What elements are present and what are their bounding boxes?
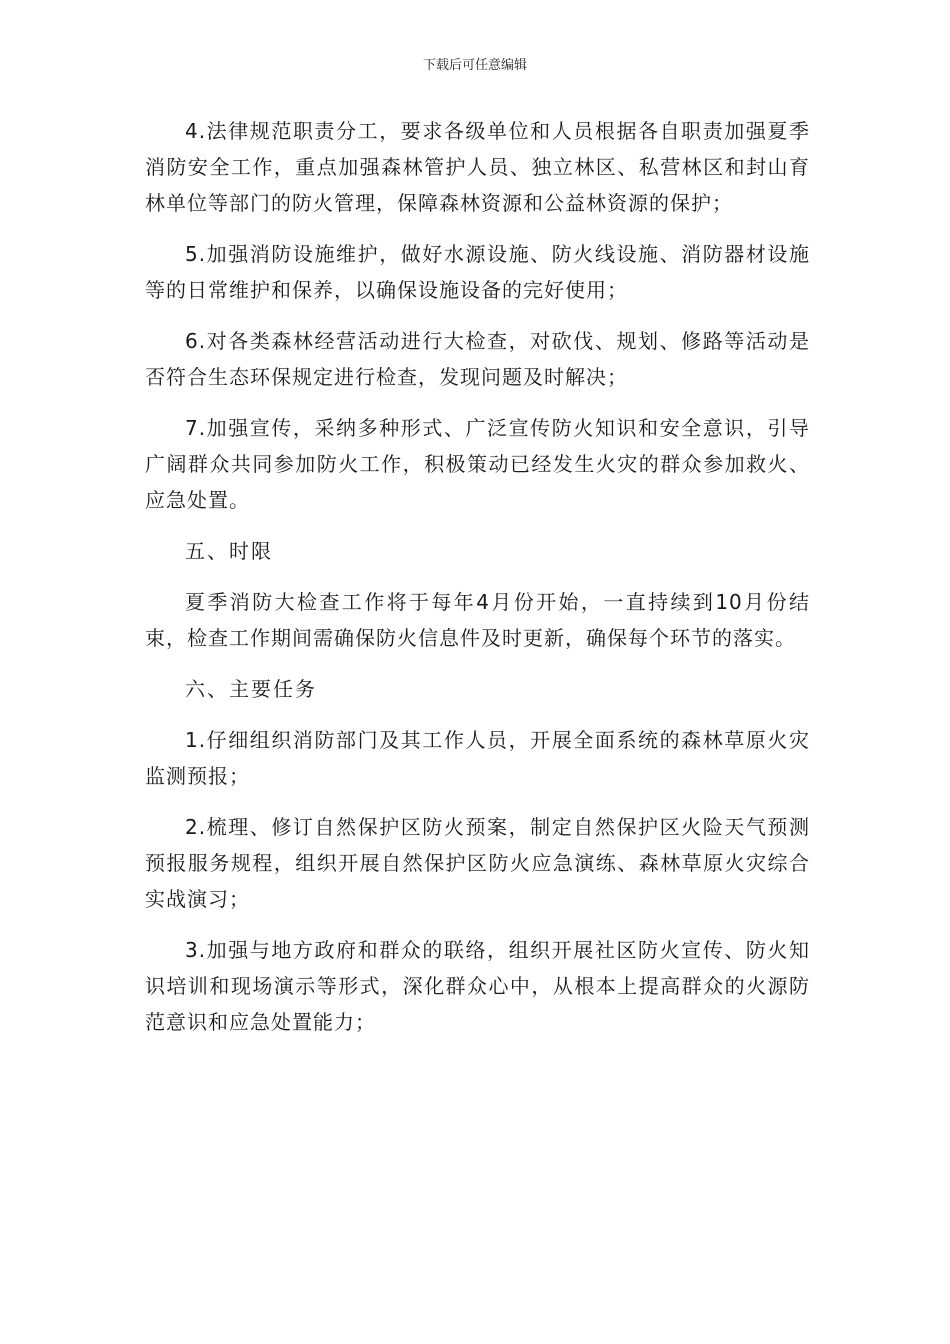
paragraph-item-4: 4.法律规范职责分工，要求各级单位和人员根据各自职责加强夏季消防安全工作，重点加强森林管护人员、独立林区、私营林区和封山育林单位等部门的防火管理，保障森林资源和公益林资源的保护； <box>145 119 810 215</box>
document-body <box>145 113 810 1055</box>
paragraph-item-6: 6.对各类森林经营活动进行大检查，对砍伐、规划、修路等活动是否符合生态环保规定进行检查，发现问题及时解决； <box>145 329 810 389</box>
task-item-1: 1.仔细组织消防部门及其工作人员，开展全面系统的森林草原火灾监测预报； <box>145 728 810 788</box>
task-item-3: 3.加强与地方政府和群众的联络，组织开展社区防火宣传、防火知识培训和现场演示等形式，深化群众心中，从根本上提高群众的火源防范意识和应急处置能力； <box>145 938 810 1034</box>
section-heading-time-limit: 五、时限 <box>185 539 273 563</box>
task-item-2: 2.梳理、修订自然保护区防火预案，制定自然保护区火险天气预测预报服务规程，组织开展自然保护区防火应急演练、森林草原火灾综合实战演习； <box>145 815 810 911</box>
page-header: 下载后可任意编辑 <box>422 58 527 73</box>
paragraph-item-5: 5.加强消防设施维护，做好水源设施、防火线设施、消防器材设施等的日常维护和保养，以确保设施设备的完好使用； <box>145 242 810 302</box>
paragraph-time-limit: 夏季消防大检查工作将于每年4月份开始，一直持续到10月份结束，检查工作期间需确保防火信息件及时更新，确保每个环节的落实。 <box>145 590 810 650</box>
section-heading-main-tasks: 六、主要任务 <box>185 677 317 701</box>
paragraph-item-7: 7.加强宣传，采纳多种形式、广泛宣传防火知识和安全意识，引导广阔群众共同参加防火工作，积极策动已经发生火灾的群众参加救火、应急处置。 <box>145 416 810 512</box>
